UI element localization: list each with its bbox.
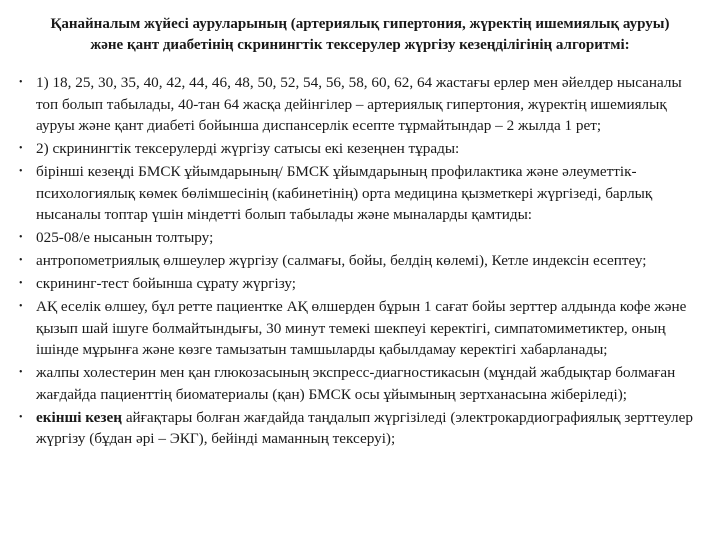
list-item-text: антропометриялық өлшеулер жүргізу (салмағы, бойы, белдің көлемі), Кетле индексін есептеу; [36, 252, 647, 269]
bullet-icon: • [19, 367, 23, 378]
bullet-icon: • [19, 166, 23, 177]
bullet-icon: • [19, 255, 23, 266]
bullet-icon: • [19, 232, 23, 243]
bullet-icon: • [19, 143, 23, 154]
list-item [19, 296, 698, 361]
list-item [19, 72, 698, 137]
list-item [19, 138, 698, 160]
bullet-icon: • [19, 411, 23, 423]
bullet-icon: • [19, 278, 23, 289]
bullet-list [19, 72, 698, 450]
bullet-icon: • [19, 77, 23, 88]
list-item [19, 161, 698, 226]
list-item-text: айғақтары болған жағдайда таңдалып жүргізіледі (электрокардиографиялық зерттеулер жүргізу (бұдан әрі – ЭКГ), бейінді маманның тексеруі); [36, 408, 693, 447]
list-item-text: 1) 18, 25, 30, 35, 40, 42, 44, 46, 48, 50, 52, 54, 56, 58, 60, 62, 64 жастағы ерлер мен әйелдер нысаналы топ болып табылады, 40-тан 64 жасқа дейінгілер – артериялық гипертония, жүректің ишемиялық ауруы және қант диабеті бойынша диспансерлік есепте тұрмайтындар – 2 жылда 1 рет; [36, 74, 682, 134]
list-item-text: жалпы холестерин мен қан глюкозасының экспресс-диагностикасын (мұндай жабдықтар болмаған жағдайда пациенттің биоматериалы (қан) БМСК осы ұйымының зертханасына жіберіледі); [36, 364, 676, 403]
bullet-icon: • [19, 301, 23, 312]
list-item [19, 407, 698, 450]
list-item-text: 025-08/е нысанын толтыру; [36, 229, 214, 246]
list-item [19, 227, 698, 249]
list-item [19, 250, 698, 272]
list-item-lead: екінші кезең [36, 408, 123, 426]
list-item [19, 273, 698, 295]
list-item-text: АҚ еселік өлшеу, бұл ретте пациентке АҚ өлшерден бұрын 1 сағат бойы зерттер алдында кофе және қызып шай ішуге болмайтындығы, 30 минут темекі шекпеуі керектігі, симпатомиметиктер, оның ішінде мұрынға және көзге тамызатын тамшыларды қабылдамау керектігі хабарланады; [36, 298, 687, 358]
list-item [19, 362, 698, 405]
list-item-text: скрининг-тест бойынша сұрату жүргізу; [36, 275, 296, 292]
slide-title: Қанайналым жүйесі ауруларының (артериялық гипертония, жүректің ишемиялық ауруы) және қант диабетінің скринингтік тексерулер жүргізу кезеңділігінің алгоритмі: [50, 16, 670, 53]
list-item-text: 2) скринингтік тексерулерді жүргізу сатысы екі кезеңнен тұрады: [36, 140, 460, 157]
list-item-text: бірінші кезеңді БМСК ұйымдарының/ БМСК ұйымдарының профилактика және әлеуметтік-психологиялық көмек бөлімшесінің (кабинетінің) орта медицина қызметкері жүргізеді, барлық нысаналы топтар үшін міндетті болып табылады және мыналарды қамтиды: [36, 163, 653, 223]
